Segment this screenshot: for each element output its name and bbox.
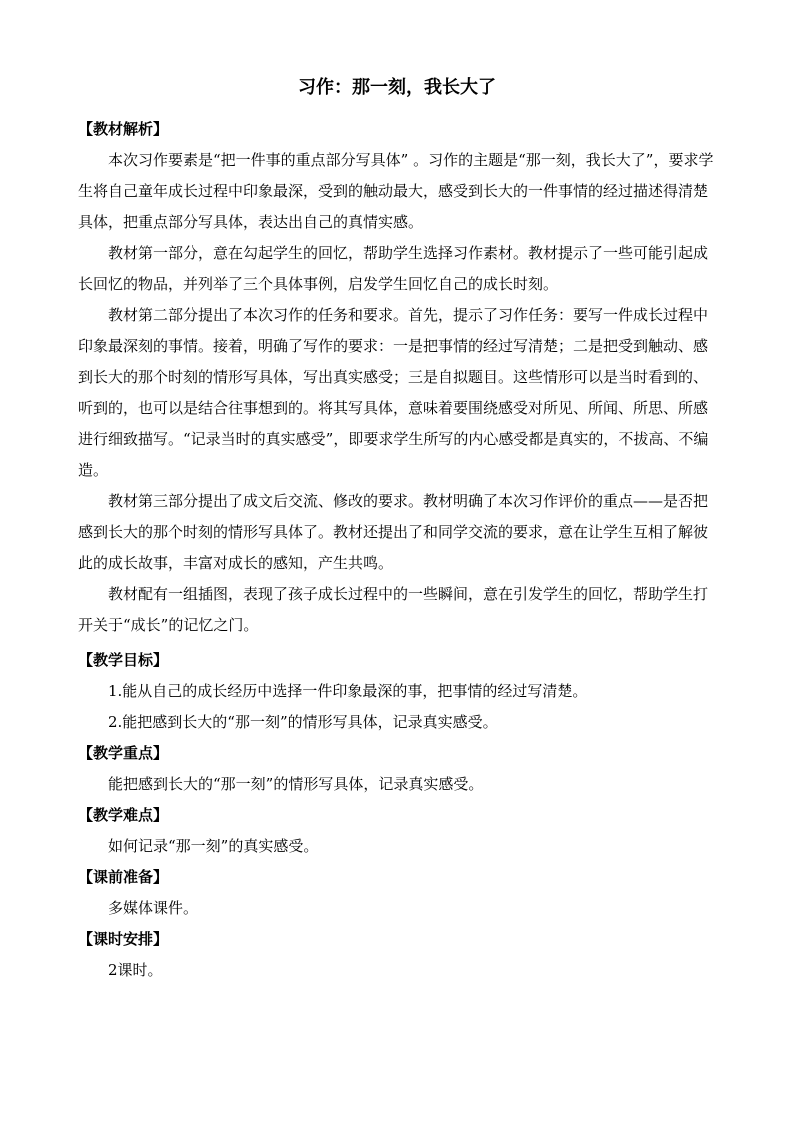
paragraph: 教材配有一组插图，表现了孩子成长过程中的一些瞬间，意在引发学生的回忆，帮助学生打开关于“成长”的记忆之门。 — [78, 585, 709, 634]
section-teaching-focus — [78, 738, 718, 800]
section-heading: 【课时安排】 — [78, 930, 169, 948]
section-heading: 【教学难点】 — [78, 806, 169, 824]
list-item: 如何记录“那一刻”的真实感受。 — [108, 837, 319, 855]
section-heading: 【课前准备】 — [78, 868, 169, 886]
section-teaching-objectives — [78, 645, 718, 738]
section-schedule — [78, 924, 718, 986]
list-item: 2课时。 — [108, 961, 163, 979]
paragraph: 本次习作要素是“把一件事的重点部分写具体” 。习作的主题是“那一刻，我长大了”，要求学生将自己童年成长过程中印象最深，受到的触动最大，感受到长大的一件事情的经过描述得清楚具体，把重点部分写具体，表达出自己的真情实感。 — [78, 151, 714, 231]
section-textbook-analysis — [78, 114, 718, 641]
section-teaching-difficulty — [78, 800, 718, 862]
section-heading: 【教材解析】 — [78, 120, 169, 138]
section-heading: 【教学重点】 — [78, 744, 169, 762]
paragraph: 教材第三部分提出了成文后交流、修改的要求。教材明确了本次习作评价的重点——是否把感到长大的那个时刻的情形写具体了。教材还提出了和同学交流的要求，意在让学生互相了解彼此的成长故事，丰富对成长的感知，产生共鸣。 — [78, 492, 709, 572]
document-body — [78, 114, 718, 986]
list-item: 能把感到长大的“那一刻”的情形写具体，记录真实感受。 — [108, 775, 484, 793]
section-preparation — [78, 862, 718, 924]
document-title: 习作：那一刻，我长大了 — [298, 77, 496, 98]
paragraph: 教材第一部分，意在勾起学生的回忆，帮助学生选择习作素材。教材提示了一些可能引起成长回忆的物品，并列举了三个具体事例，启发学生回忆自己的成长时刻。 — [78, 244, 709, 293]
list-item: 多媒体课件。 — [108, 899, 199, 917]
section-heading: 【教学目标】 — [78, 651, 169, 669]
list-item: 2.能把感到长大的“那一刻”的情形写具体，记录真实感受。 — [108, 713, 498, 731]
list-item: 1.能从自己的成长经历中选择一件印象最深的事，把事情的经过写清楚。 — [108, 682, 588, 700]
paragraph: 教材第二部分提出了本次习作的任务和要求。首先，提示了习作任务：要写一件成长过程中印象最深刻的事情。接着，明确了写作的要求：一是把事情的经过写清楚；二是把受到触动、感到长大的那个时刻的情形写具体，写出真实感受；三是自拟题目。这些情形可以是当时看到的、听到的，也可以是结合往事想到的。将其写具体，意味着要围绕感受对所见、所闻、所思、所感进行细致描写。“记录当时的真实感受”，即要求学生所写的内心感受都是真实的，不拔高、不编造。 — [78, 306, 709, 479]
